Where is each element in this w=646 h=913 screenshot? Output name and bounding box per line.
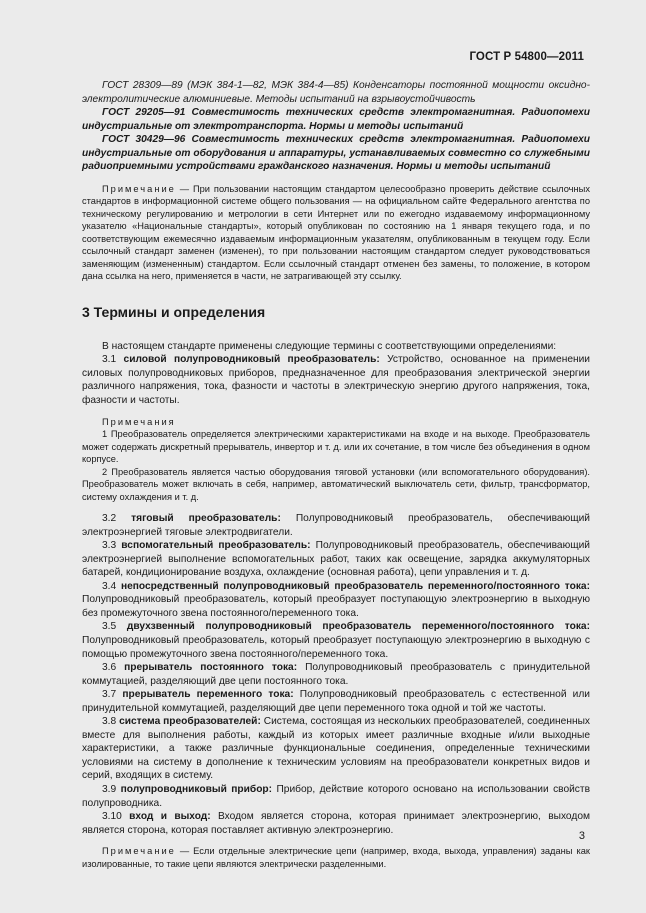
page-number: 3 [578, 830, 585, 842]
term-3-8: 3.8 система преобразователей: Система, состоящая из нескольких преобразователей, соединенных вместе для выполнения работы, каждый из которых имеет различные входные и/или выходные характеристики, а также различные функциональные соединения, определенные техническими условиями на систему в дополнение к техническим условиям на преобразователи конкретных видов и серий, входящих в систему. [82, 716, 590, 782]
note-item-2: 2 Преобразователь является частью оборудования тяговой установки (или вспомогательного оборудования). Преобразователь может включать в себя, например, автоматический выключатель сети, фильтр, трансформатор, систему охлаждения и т. д. [82, 466, 590, 502]
term-name: система преобразователей: [119, 716, 261, 728]
term-definition: Прибор, действие которого основано на использовании свойств полупроводника. [82, 784, 590, 809]
term-name: вход и выход: [129, 811, 211, 823]
term-definition: Полупроводниковый преобразователь с принудительной коммутацией, разделяющий две цепи постоянного тока. [82, 662, 591, 687]
note-item-1: 1 Преобразователь определяется электрическими характеристиками на входе и на выходе. Преобразователь может содержать дискретный прерыватель, инвертор и т. д. или их сочетание, в том числе без объединения в одном корпусе. [82, 429, 590, 465]
term-definition: Полупроводниковый преобразователь с естественной или принудительной коммутацией, разделяющий две цепи переменного тока одной и той же частоты. [82, 689, 590, 714]
term-3-1: 3.1 силовой полупроводниковый преобразователь: Устройство, основанное на применении силовых полупроводниковых приборов, предназначенное для преобразования электрической энергии различного напряжения, тока, фазности и частоты в электрическую энергию другого напряжения, тока, фазности и частоты. [82, 354, 590, 407]
note-label: Примечание [102, 846, 176, 857]
page-content [82, 79, 590, 870]
term-definition: Устройство, основанное на применении силовых полупроводниковых приборов, предназначенное для преобразования электрической энергии различного напряжения, тока, фазности и частоты в электрическую энергию другого напряжения, тока, фазности и частоты. [82, 354, 590, 407]
term-3-5: 3.5 двухзвенный полупроводниковый преобразователь переменного/постоянного тока: Полупроводниковый преобразователь, который преобразует поступающую электроэнергию в выходную с помощью промежуточного звена постоянного/переменного тока. [82, 621, 590, 660]
ref-gost-29205: ГОСТ 29205—91 Совместимость технических средств электромагнитная. Радиопомехи индустриальные от электротранспорта. Нормы и методы испытаний [82, 107, 590, 132]
term-name: прерыватель переменного тока: [122, 689, 294, 701]
term-definition: Входом является сторона, которая принимает электроэнергию, выходом является сторона, которая поставляет активную электроэнергию. [82, 811, 590, 836]
section-intro: В настоящем стандарте применены следующие термины с соответствующими определениями: [102, 340, 557, 352]
note-isolation [82, 845, 590, 870]
term-3-10: 3.10 вход и выход: Входом является сторона, которая принимает электроэнергию, выходом является сторона, которая поставляет активную электроэнергию. [82, 811, 590, 836]
term-name: полупроводниковый прибор: [120, 784, 273, 795]
notes-label: Примечания [102, 416, 176, 427]
term-name: прерыватель постоянного тока: [124, 662, 298, 674]
term-definition: Полупроводниковый преобразователь, который преобразует поступающую электроэнергию в выходную без промежуточного звена постоянного/переменного тока. [82, 594, 590, 619]
term-definition: Система, состоящая из нескольких преобразователей, соединенных вместе для выполнения работы, каждый из которых имеет различные входные и/или выходные характеристики, а также различные функциональные соединения, определенные техническими условиями на систему в дополнение к техническим условиям на преобразователи конкретных видов и серий, входящих в систему. [82, 716, 590, 782]
section-title: 3 Термины и определения [82, 303, 266, 320]
term-3-2: 3.2 тяговый преобразователь: Полупроводниковый преобразователь, обеспечивающий электроэнергией тяговые электродвигатели. [82, 513, 590, 538]
note-text: — При пользовании настоящим стандартом целесообразно проверить действие ссылочных стандартов в информационной системе общего пользования — на официальном сайте Федерального агентства по техническому регулированию и метрологии в сети Интернет или по ежегодно издаваемому информационному указателю «Национальные стандарты», который опубликован по состоянию на 1 января текущего года, и по соответствующим ежемесячно издаваемым информационным указателям, опубликованным в текущем году. Если ссылочный стандарт заменен (изменен), то при пользовании настоящим стандартом следует руководствоваться заменяющим (измененным) стандартом. Если ссылочный стандарт отменен без замены, то положение, в котором дана ссылка на него, применяется в части, не затрагивающей эту ссылку. [82, 183, 590, 282]
term-definition: Полупроводниковый преобразователь, обеспечивающий электроэнергией тяговые электродвигатели. [82, 513, 590, 538]
term-name: двухзвенный полупроводниковый преобразователь переменного/постоянного тока: [126, 621, 590, 633]
term-3-3: 3.3 вспомогательный преобразователь: Полупроводниковый преобразователь, обеспечивающий электроэнергией выполнение вспомогательных работ, таких как освещение, зарядка аккумуляторных батарей, кондиционирование воздуха, охлаждение (основная работа), цепи управления и т. д. [82, 540, 590, 579]
term-3-7: 3.7 прерыватель переменного тока: Полупроводниковый преобразователь с естественной или принудительной коммутацией, разделяющий две цепи переменного тока одной и той же частоты. [82, 689, 590, 714]
term-name: тяговый преобразователь: [131, 513, 281, 525]
term-name: силовой полупроводниковый преобразователь: [123, 354, 380, 366]
note-label: Примечание [102, 183, 176, 194]
term-definition: Полупроводниковый преобразователь, который преобразует поступающую электроэнергию в выходную с помощью промежуточного звена постоянного/переменного тока. [82, 634, 590, 660]
ref-gost-28309: ГОСТ 28309—89 (МЭК 384-1—82, МЭК 384-4—85) Конденсаторы постоянной мощности оксидно-электролитические алюминиевые. Методы испытаний на взрывоустойчивость [82, 80, 590, 105]
note-text: — Если отдельные электрические цепи (например, входа, выхода, управления) заданы как изолированные, то такие цепи являются электрически разделенными. [82, 846, 590, 869]
ref-gost-30429: ГОСТ 30429—96 Совместимость технических средств электромагнитная. Радиопомехи индустриальные от оборудования и аппаратуры, устанавливаемых совместно со служебными радиоприемными устройствами гражданского назначения. Нормы и методы испытаний [82, 134, 590, 173]
term-name: вспомогательный преобразователь: [121, 540, 311, 552]
term-definition: Полупроводниковый преобразователь, обеспечивающий электроэнергией выполнение вспомогательных работ, таких как освещение, зарядка аккумуляторных батарей, кондиционирование воздуха, охлаждение (основная работа), цепи управления и т. д. [82, 540, 590, 579]
note-references [82, 183, 590, 283]
term-3-9: 3.9 полупроводниковый прибор: Прибор, действие которого основано на использовании свойств полупроводника. [82, 784, 590, 809]
term-name: непосредственный полупроводниковый преобразователь переменного/постоянного тока: [120, 580, 590, 592]
term-3-6: 3.6 прерыватель постоянного тока: Полупроводниковый преобразователь с принудительной коммутацией, разделяющий две цепи постоянного тока. [82, 662, 591, 687]
term-3-4: 3.4 непосредственный полупроводниковый преобразователь переменного/постоянного тока: Полупроводниковый преобразователь, который преобразует поступающую электроэнергию в выходную без промежуточного звена постоянного/переменного тока. [82, 580, 590, 619]
document-id: ГОСТ Р 54800—2011 [469, 51, 584, 63]
